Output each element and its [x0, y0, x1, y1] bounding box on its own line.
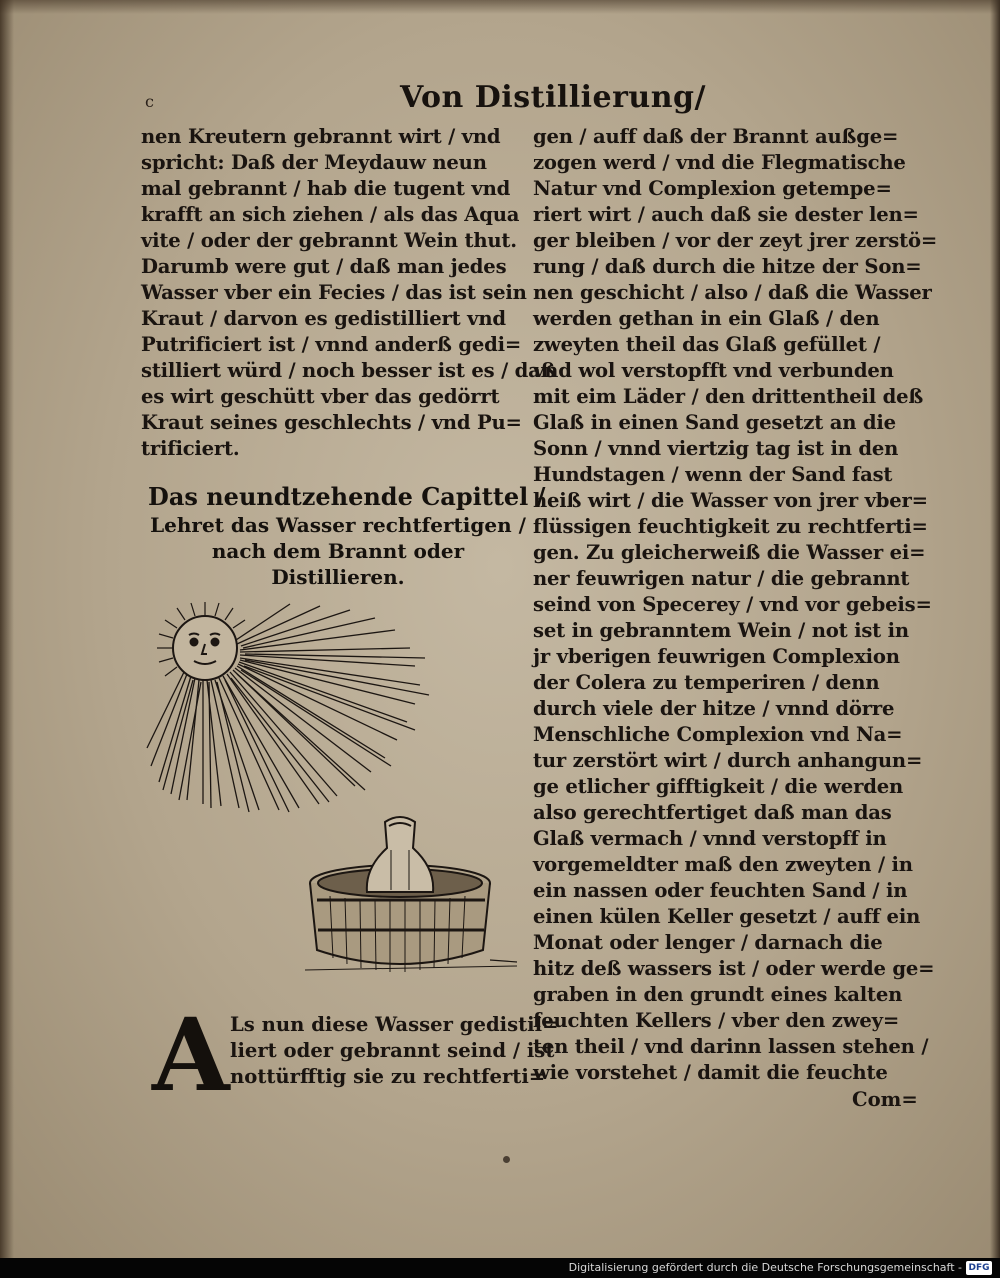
text-line: also gerechtfertiget daß man das	[533, 801, 892, 824]
text-line: krafft an sich ziehen / als das Aqua	[141, 203, 520, 226]
initial-paragraph-lines	[230, 1012, 558, 1090]
text-line: Glaß vermach / vnnd verstopff in	[533, 827, 887, 850]
text-line: nen geschicht / also / daß die Wasser	[533, 281, 932, 304]
text-line: werden gethan in ein Glaß / den	[533, 307, 880, 330]
left-column	[141, 124, 556, 462]
running-head: Von Distillierung/	[400, 80, 706, 115]
text-line: heiß wirt / die Wasser von jrer vber=	[533, 489, 928, 512]
text-line: Menschliche Complexion vnd Na=	[533, 723, 903, 746]
text-line: einen külen Keller gesetzt / auff ein	[533, 905, 921, 928]
text-line: wie vorstehet / damit die feuchte	[533, 1061, 888, 1084]
chapter-heading	[148, 482, 546, 590]
text-line: mal gebrannt / hab die tugent vnd	[141, 177, 511, 200]
text-line: nen Kreutern gebrannt wirt / vnd	[141, 125, 501, 148]
chapter-subtitle-line: Distillieren.	[271, 565, 405, 589]
text-line: durch viele der hitze / vnnd dörre	[533, 697, 895, 720]
chapter-subtitle-line: Lehret das Wasser rechtfertigen /	[150, 513, 526, 537]
text-line: mit eim Läder / den drittentheil deß	[533, 385, 924, 408]
text-line: seind von Specerey / vnd vor gebeis=	[533, 593, 932, 616]
text-line: ge etlicher gifftigkeit / die werden	[533, 775, 904, 798]
text-line: Kraut / darvon es gedistilliert vnd	[141, 307, 506, 330]
text-line: gen / auff daß der Brannt außge=	[533, 125, 899, 148]
text-line: ger bleiben / vor der zeyt jrer zerstö=	[533, 229, 938, 252]
right-column	[533, 124, 938, 1086]
text-line: ein nassen oder feuchten Sand / in	[533, 879, 908, 902]
text-line: der Colera zu temperiren / denn	[533, 671, 880, 694]
text-line: hitz deß wassers ist / oder werde ge=	[533, 957, 935, 980]
text-line: ner feuwrigen natur / die gebrannt	[533, 567, 910, 590]
text-line: feuchten Kellers / vber den zwey=	[533, 1009, 900, 1032]
text-line: ten theil / vnd darinn lassen stehen /	[533, 1035, 929, 1058]
text-line: spricht: Daß der Meydauw neun	[141, 151, 487, 174]
text-line: gen. Zu gleicherweiß die Wasser ei=	[533, 541, 926, 564]
text-line: liert oder gebrannt seind / ist	[230, 1039, 555, 1062]
text-line: Kraut seines geschlechts / vnd Pu=	[141, 411, 522, 434]
chapter-subtitle-line: nach dem Brannt oder	[211, 539, 465, 563]
text-line: jr vberigen feuwrigen Complexion	[533, 645, 900, 668]
text-line: rung / daß durch die hitze der Son=	[533, 255, 922, 278]
header-mark: c	[145, 92, 154, 111]
text-line: riert wirt / auch daß sie dester len=	[533, 203, 919, 226]
text-line: Glaß in einen Sand gesetzt an die	[533, 411, 896, 434]
page-top-shadow	[0, 0, 1000, 14]
text-line: trificiert.	[141, 437, 240, 460]
footer-bar	[0, 1258, 1000, 1278]
text-line: Ls nun diese Wasser gedistil=	[230, 1013, 559, 1036]
text-line: nottürfftig sie zu rechtferti=	[230, 1065, 546, 1088]
funding-credit: Digitalisierung gefördert durch die Deutsche Forschungsgemeinschaft -	[568, 1261, 962, 1274]
text-line: Hundstagen / wenn der Sand fast	[533, 463, 893, 486]
dfg-logo-icon: DFG	[966, 1261, 992, 1275]
text-line: Natur vnd Complexion getempe=	[533, 177, 892, 200]
text-line: Wasser vber ein Fecies / das ist sein	[141, 281, 527, 304]
text-line: zogen werd / vnd die Flegmatische	[533, 151, 906, 174]
sun-and-vessel-woodcut	[145, 600, 530, 1000]
glass-flask	[367, 817, 433, 892]
text-line: stilliert würd / noch besser ist es / daß	[141, 359, 556, 382]
text-line: es wirt geschütt vber das gedörrt	[141, 385, 500, 408]
text-line: flüssigen feuchtigkeit zu rechtferti=	[533, 515, 928, 538]
text-line: Monat oder lenger / darnach die	[533, 931, 883, 954]
ornament-dot	[503, 1156, 510, 1163]
text-line: vite / oder der gebrannt Wein thut.	[141, 229, 517, 252]
text-line: Putrificiert ist / vnnd anderß gedi=	[141, 333, 522, 356]
text-line: zweyten theil das Glaß gefüllet /	[533, 333, 881, 356]
sun-face	[173, 616, 237, 680]
text-line: tur zerstört wirt / durch anhangun=	[533, 749, 923, 772]
text-line: vnd wol verstopfft vnd verbunden	[533, 359, 894, 382]
text-line: set in gebranntem Wein / not ist in	[533, 619, 909, 642]
text-line: Darumb were gut / daß man jedes	[141, 255, 507, 278]
text-line: vorgemeldter maß den zweyten / in	[533, 853, 913, 876]
text-line: graben in den grundt eines kalten	[533, 983, 903, 1006]
catchword: Com=	[852, 1088, 918, 1111]
chapter-title: Das neundtzehende Capittel /	[148, 482, 546, 511]
text-line: Sonn / vnnd viertzig tag ist in den	[533, 437, 899, 460]
decorated-initial: A	[152, 996, 230, 1114]
